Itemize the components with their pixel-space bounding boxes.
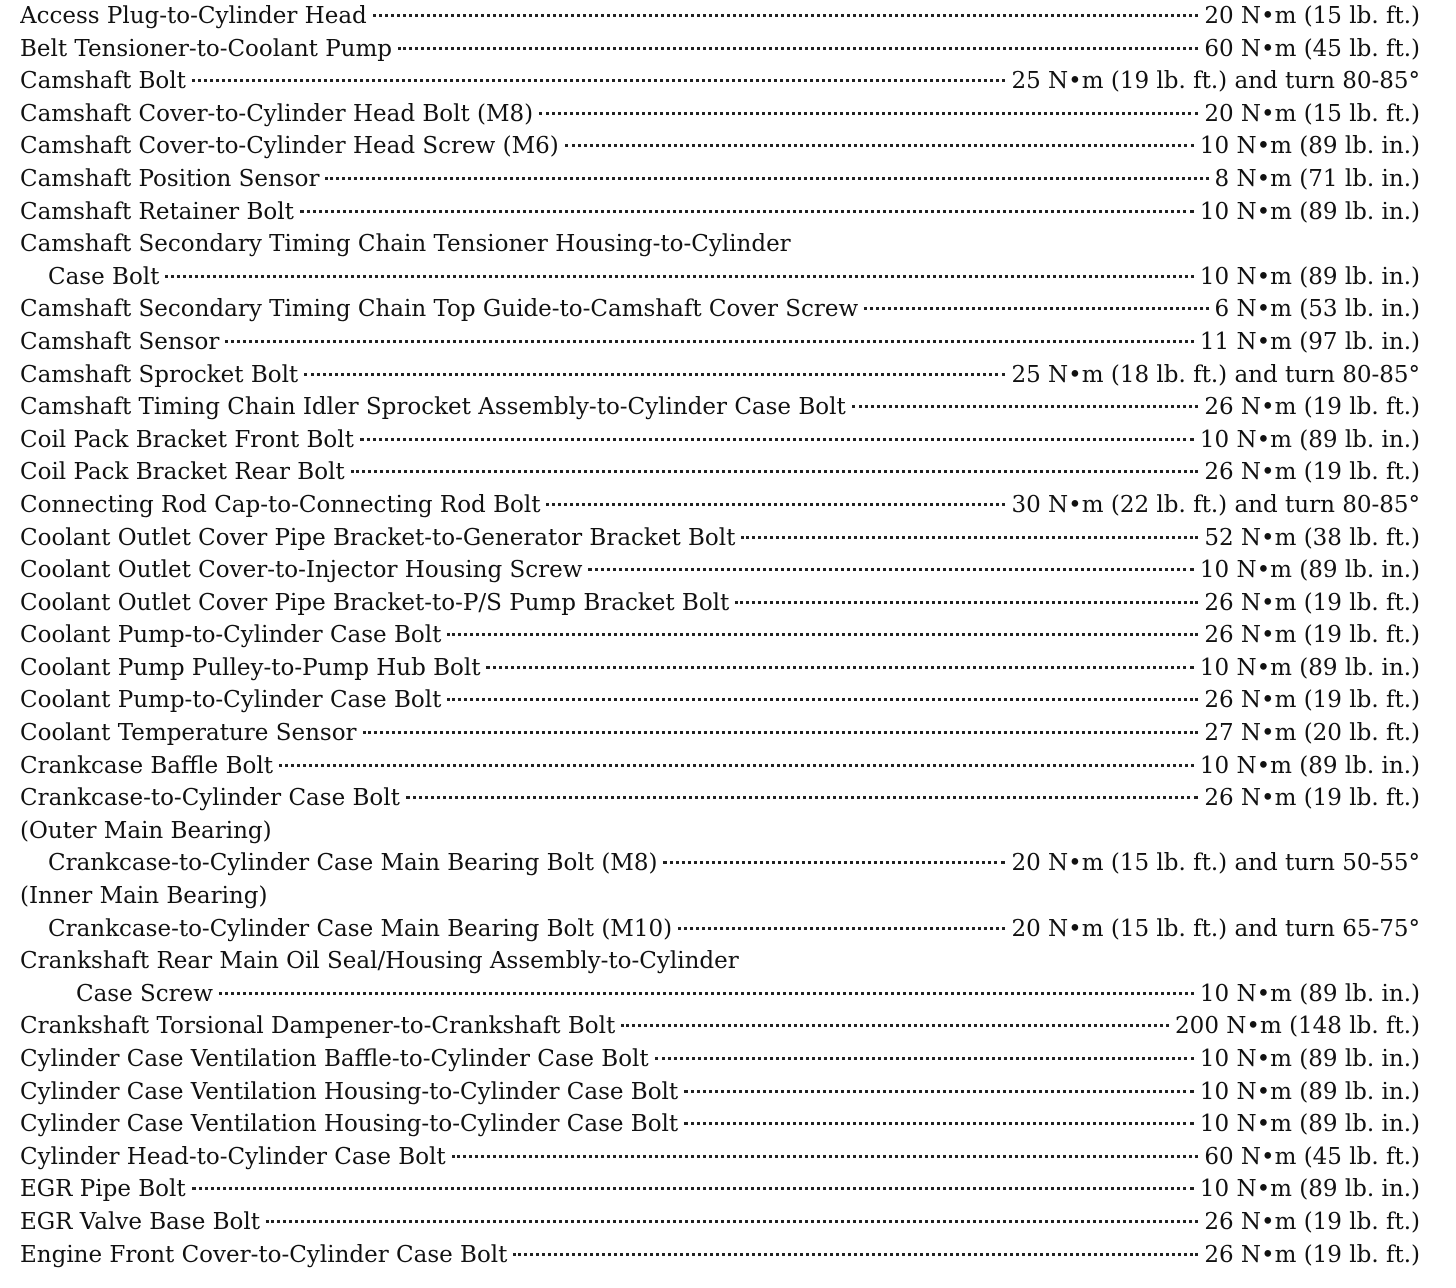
spec-value: 20 N•m (15 lb. ft.) [1204, 3, 1420, 29]
dot-leader [735, 601, 1198, 604]
spec-label: Camshaft Retainer Bolt [20, 198, 294, 225]
spec-label: Cylinder Head-to-Cylinder Case Bolt [20, 1143, 446, 1170]
spec-row [20, 847, 1420, 880]
spec-label: Camshaft Cover-to-Cylinder Head Screw (M6) [20, 133, 559, 160]
dot-leader [546, 503, 1005, 506]
spec-value: 10 N•m (89 lb. in.) [1199, 1176, 1420, 1203]
dot-leader [513, 1253, 1198, 1256]
spec-value: 60 N•m (45 lb. ft.) [1204, 1143, 1420, 1170]
spec-label: Coolant Pump-to-Cylinder Case Bolt [20, 687, 442, 714]
spec-row [20, 1206, 1420, 1239]
spec-label: (Outer Main Bearing) [20, 817, 272, 844]
spec-value: 10 N•m (89 lb. in.) [1199, 198, 1420, 225]
spec-label: Camshaft Timing Chain Idler Sprocket Assembly-to-Cylinder Case Bolt [20, 394, 846, 421]
spec-label: Engine Front Cover-to-Cylinder Case Bolt [20, 1241, 508, 1268]
spec-row [20, 1076, 1420, 1109]
spec-label: Camshaft Bolt [20, 68, 186, 95]
spec-value: 10 N•m (89 lb. in.) [1199, 133, 1420, 160]
dot-leader [684, 1090, 1194, 1093]
spec-row [20, 196, 1420, 229]
dot-leader [398, 47, 1198, 50]
spec-value: 27 N•m (20 lb. ft.) [1204, 720, 1420, 747]
dot-leader [655, 1057, 1194, 1060]
spec-value: 10 N•m (89 lb. in.) [1199, 654, 1420, 681]
spec-label: Case Bolt [48, 263, 160, 290]
dot-leader [300, 210, 1194, 213]
spec-row [20, 261, 1420, 294]
spec-value: 26 N•m (19 lb. ft.) [1204, 459, 1420, 486]
spec-value: 30 N•m (22 lb. ft.) and turn 80-85° [1011, 491, 1420, 518]
spec-row [20, 782, 1420, 815]
spec-label: Crankcase-to-Cylinder Case Bolt [20, 785, 400, 812]
spec-value: 10 N•m (89 lb. in.) [1199, 980, 1420, 1007]
spec-row [20, 456, 1420, 489]
spec-row [20, 717, 1420, 750]
spec-label: Coolant Outlet Cover Pipe Bracket-to-Generator Bracket Bolt [20, 524, 736, 551]
spec-value: 10 N•m (89 lb. in.) [1199, 1078, 1420, 1105]
spec-value: 10 N•m (89 lb. in.) [1199, 557, 1420, 584]
dot-leader [452, 1155, 1199, 1158]
spec-label: Coolant Outlet Cover-to-Injector Housing Screw [20, 557, 583, 584]
spec-value: 10 N•m (89 lb. in.) [1199, 1111, 1420, 1138]
dot-leader [351, 470, 1199, 473]
spec-label: Crankshaft Rear Main Oil Seal/Housing Assembly-to-Cylinder [20, 948, 739, 975]
dot-leader [565, 144, 1194, 147]
spec-row [20, 913, 1420, 946]
spec-value: 26 N•m (19 lb. ft.) [1204, 589, 1420, 616]
spec-row [20, 945, 1420, 978]
spec-label: EGR Pipe Bolt [20, 1176, 186, 1203]
spec-value: 26 N•m (19 lb. ft.) [1204, 1208, 1420, 1235]
spec-row [20, 1239, 1420, 1272]
spec-label: Coolant Pump Pulley-to-Pump Hub Bolt [20, 654, 481, 681]
spec-row [20, 98, 1420, 131]
spec-label: Camshaft Secondary Timing Chain Top Guide-to-Camshaft Cover Screw [20, 296, 859, 323]
spec-row [20, 815, 1420, 848]
dot-leader [279, 764, 1194, 767]
spec-label: Coil Pack Bracket Front Bolt [20, 426, 354, 453]
dot-leader [360, 438, 1194, 441]
dot-leader [621, 1024, 1169, 1027]
dot-leader [447, 698, 1198, 701]
spec-row [20, 1141, 1420, 1174]
spec-value: 10 N•m (89 lb. in.) [1199, 263, 1420, 290]
spec-label: EGR Valve Base Bolt [20, 1208, 260, 1235]
spec-value: 26 N•m (19 lb. ft.) [1204, 785, 1420, 812]
spec-label: Cylinder Case Ventilation Baffle-to-Cylinder Case Bolt [20, 1046, 649, 1072]
spec-value: 200 N•m (148 lb. ft.) [1175, 1013, 1420, 1040]
spec-value: 52 N•m (38 lb. ft.) [1204, 524, 1420, 551]
dot-leader [684, 1122, 1194, 1125]
spec-row [20, 522, 1420, 555]
spec-value: 26 N•m (19 lb. ft.) [1204, 394, 1420, 421]
dot-leader [363, 731, 1199, 734]
spec-value: 20 N•m (15 lb. ft.) and turn 65-75° [1011, 915, 1420, 942]
dot-leader [852, 405, 1199, 408]
spec-label: Coil Pack Bracket Rear Bolt [20, 459, 345, 486]
spec-label: Coolant Pump-to-Cylinder Case Bolt [20, 622, 442, 649]
spec-value: 10 N•m (89 lb. in.) [1199, 426, 1420, 453]
spec-row [20, 1010, 1420, 1043]
spec-label: Camshaft Sprocket Bolt [20, 361, 299, 388]
dot-leader [219, 992, 1194, 995]
spec-label: Access Plug-to-Cylinder Head [20, 3, 367, 29]
spec-label: Cylinder Case Ventilation Housing-to-Cylinder Case Bolt [20, 1111, 679, 1138]
spec-row [20, 33, 1420, 66]
spec-row [20, 880, 1420, 913]
spec-value: 26 N•m (19 lb. ft.) [1204, 1241, 1420, 1268]
spec-label: Coolant Outlet Cover Pipe Bracket-to-P/S Pump Bracket Bolt [20, 589, 730, 616]
spec-value: 11 N•m (97 lb. in.) [1199, 328, 1420, 355]
spec-label: Cylinder Case Ventilation Housing-to-Cylinder Case Bolt [20, 1078, 679, 1105]
dot-leader [678, 927, 1005, 930]
spec-row [20, 1108, 1420, 1141]
spec-value: 8 N•m (71 lb. in.) [1214, 165, 1420, 192]
dot-leader [373, 14, 1199, 17]
spec-row [20, 619, 1420, 652]
spec-row [20, 228, 1420, 261]
spec-value: 20 N•m (15 lb. ft.) [1204, 100, 1420, 127]
spec-label: Belt Tensioner-to-Coolant Pump [20, 35, 393, 62]
spec-label: Camshaft Secondary Timing Chain Tensioner Housing-to-Cylinder [20, 231, 791, 258]
spec-value: 25 N•m (18 lb. ft.) and turn 80-85° [1011, 361, 1420, 388]
spec-value: 60 N•m (45 lb. ft.) [1204, 35, 1420, 62]
spec-label: Connecting Rod Cap-to-Connecting Rod Bolt [20, 491, 541, 518]
spec-row [20, 326, 1420, 359]
spec-label: Crankcase-to-Cylinder Case Main Bearing Bolt (M10) [48, 915, 673, 942]
dot-leader [192, 79, 1006, 82]
dot-leader [266, 1220, 1198, 1223]
spec-row [20, 130, 1420, 163]
spec-row [20, 750, 1420, 783]
dot-leader [165, 275, 1194, 278]
spec-row [20, 163, 1420, 196]
spec-value: 26 N•m (19 lb. ft.) [1204, 622, 1420, 649]
spec-row [20, 391, 1420, 424]
spec-label: (Inner Main Bearing) [20, 883, 268, 910]
spec-row [20, 684, 1420, 717]
spec-value: 10 N•m (89 lb. in.) [1199, 752, 1420, 779]
dot-leader [741, 536, 1198, 539]
spec-label: Camshaft Cover-to-Cylinder Head Bolt (M8) [20, 100, 534, 127]
spec-row [20, 0, 1420, 33]
spec-row [20, 65, 1420, 98]
dot-leader [304, 373, 1005, 376]
spec-value: 20 N•m (15 lb. ft.) and turn 50-55° [1011, 850, 1420, 877]
spec-value: 25 N•m (19 lb. ft.) and turn 80-85° [1011, 68, 1420, 95]
spec-row [20, 424, 1420, 457]
spec-label: Camshaft Sensor [20, 328, 220, 355]
spec-row [20, 359, 1420, 392]
dot-leader [406, 796, 1198, 799]
spec-row [20, 293, 1420, 326]
spec-label: Coolant Temperature Sensor [20, 720, 357, 747]
spec-row [20, 554, 1420, 587]
dot-leader [325, 177, 1208, 180]
spec-value: 10 N•m (89 lb. in.) [1199, 1046, 1420, 1072]
dot-leader [539, 112, 1198, 115]
spec-label: Crankcase Baffle Bolt [20, 752, 273, 779]
spec-label: Camshaft Position Sensor [20, 165, 320, 192]
spec-row [20, 587, 1420, 620]
dot-leader [486, 666, 1193, 669]
spec-value: 6 N•m (53 lb. in.) [1214, 296, 1420, 323]
spec-row [20, 652, 1420, 685]
dot-leader [192, 1187, 1194, 1190]
spec-row [20, 978, 1420, 1011]
dot-leader [588, 568, 1193, 571]
dot-leader [447, 633, 1198, 636]
spec-value: 26 N•m (19 lb. ft.) [1204, 687, 1420, 714]
spec-row [20, 1173, 1420, 1206]
spec-label: Crankcase-to-Cylinder Case Main Bearing Bolt (M8) [48, 850, 658, 877]
dot-leader [864, 307, 1208, 310]
dot-leader [225, 340, 1194, 343]
dot-leader [663, 861, 1005, 864]
spec-label: Crankshaft Torsional Dampener-to-Crankshaft Bolt [20, 1013, 616, 1040]
spec-label: Case Screw [76, 980, 213, 1007]
spec-row [20, 489, 1420, 522]
spec-row [20, 1043, 1420, 1076]
